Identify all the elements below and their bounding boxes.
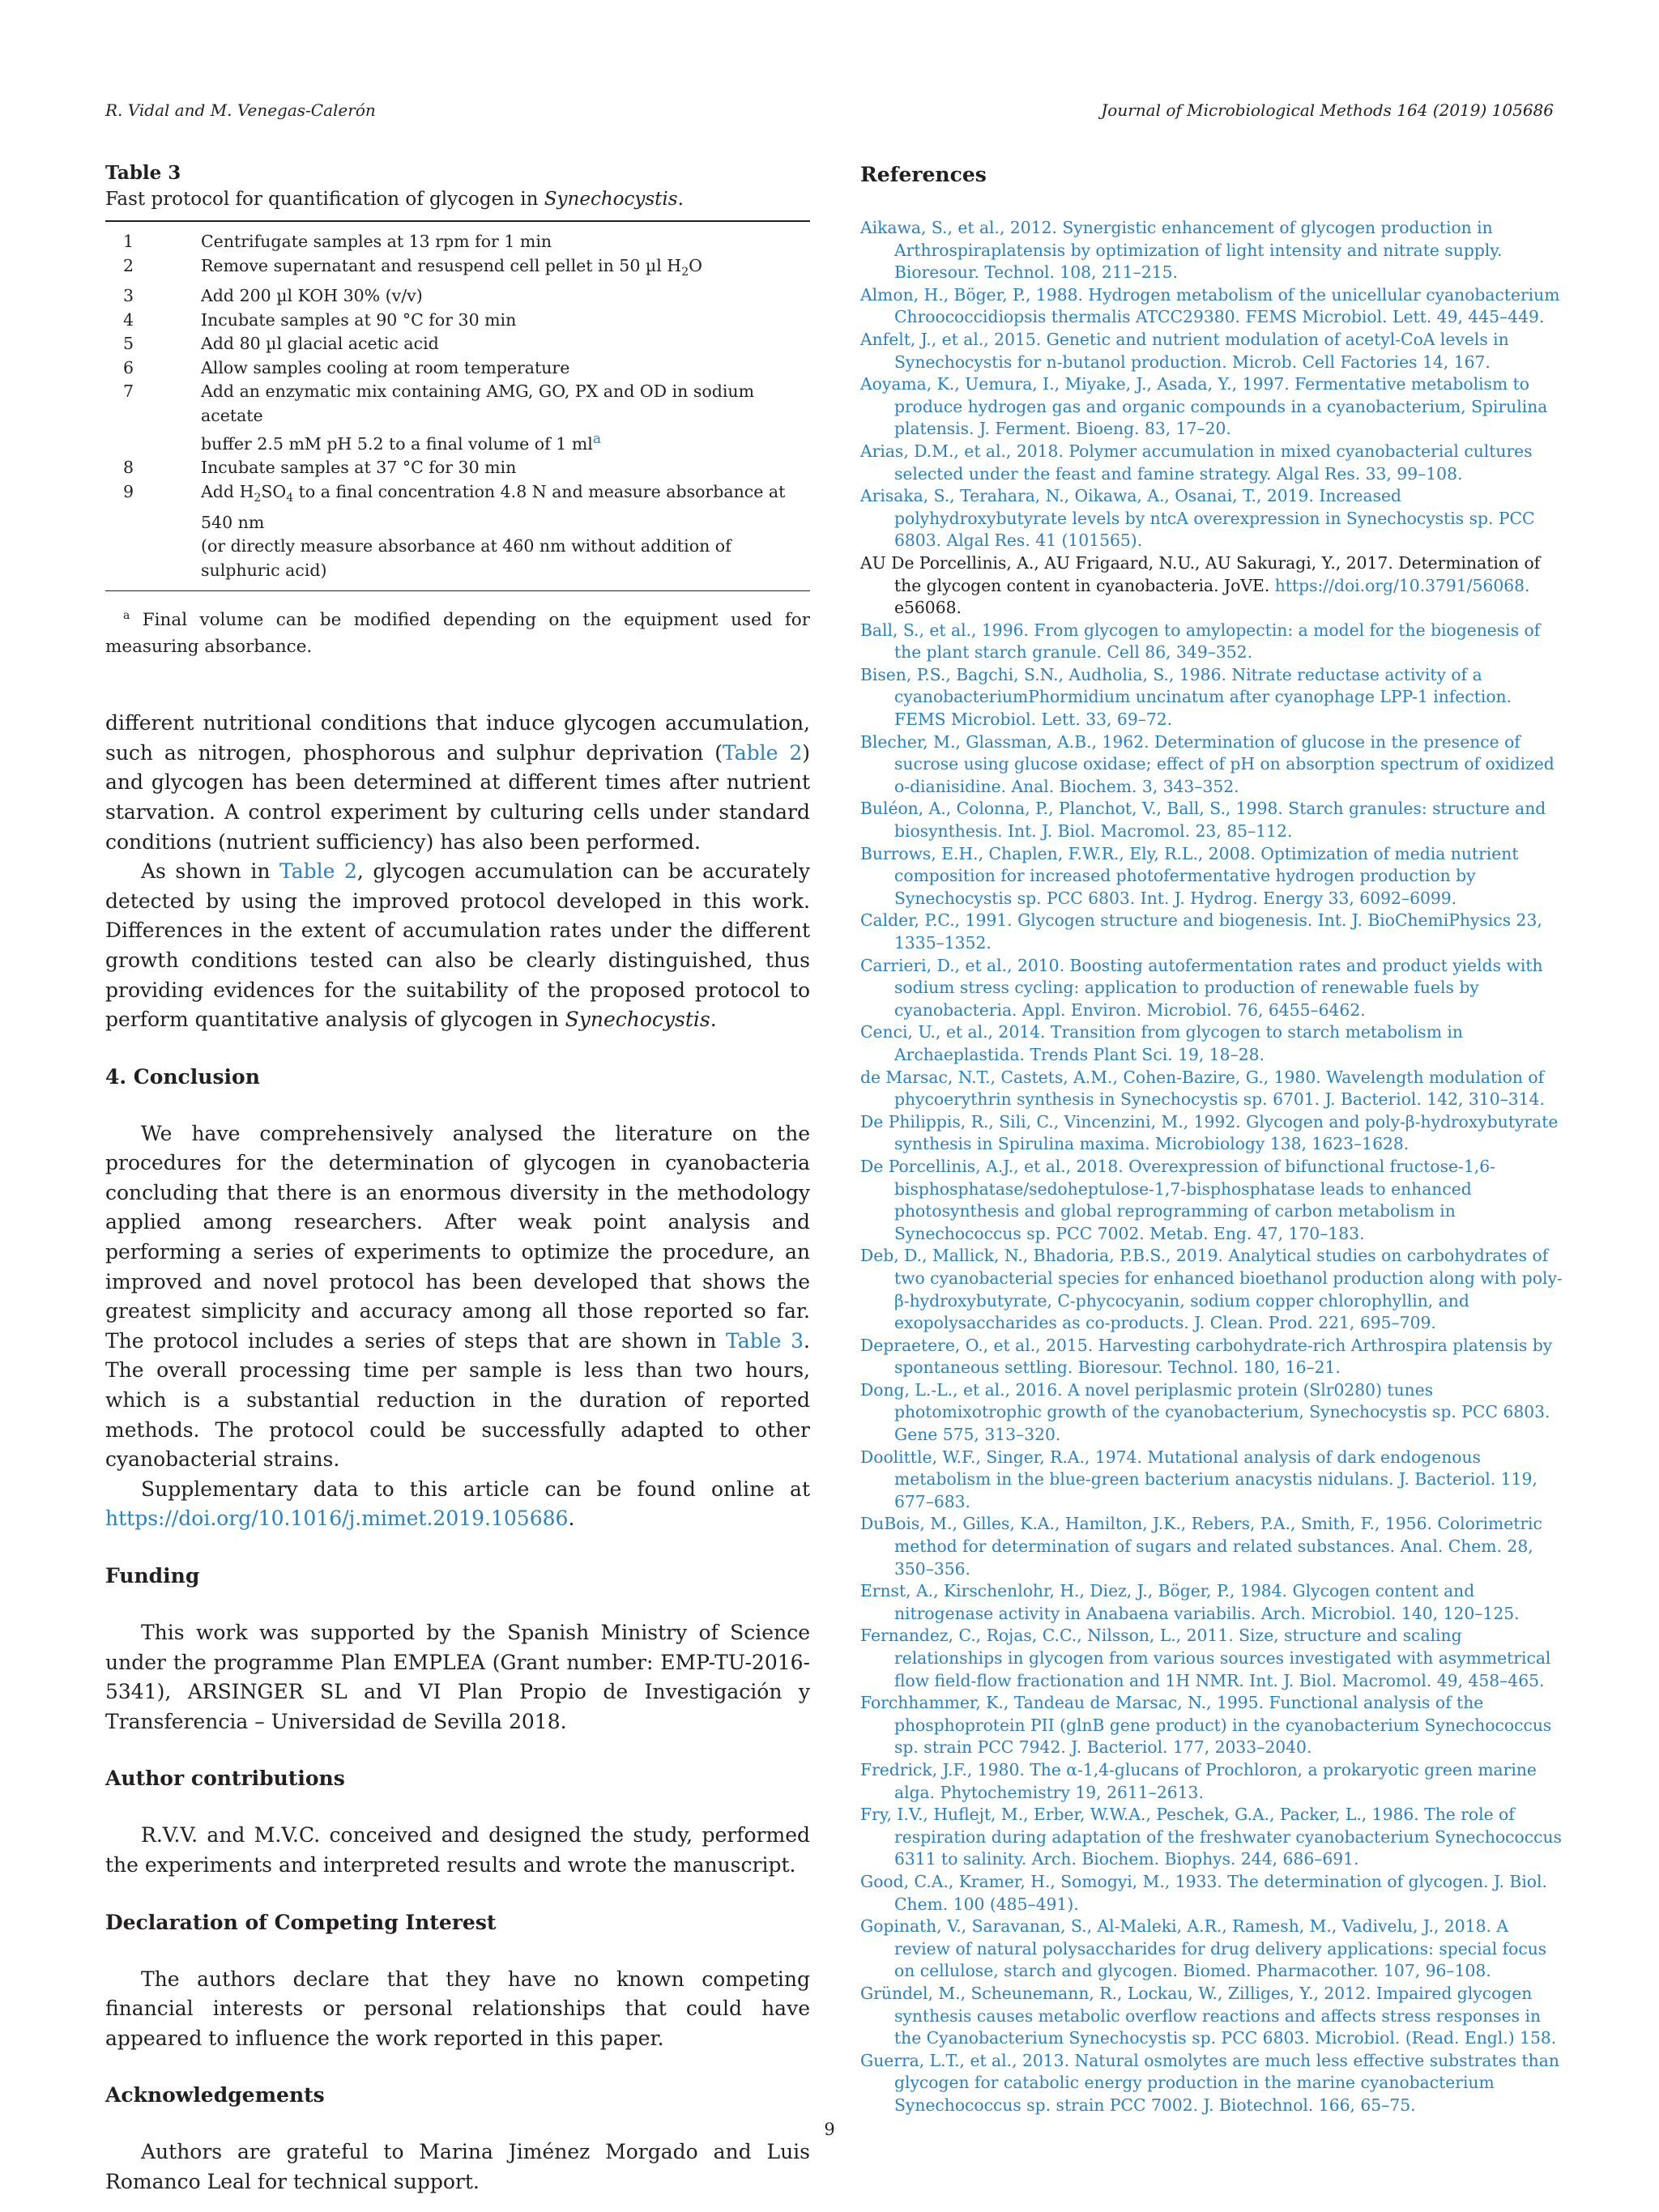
reference-item[interactable]: Carrieri, D., et al., 2010. Boosting autofermentation rates and product yields with sodium stress cycling: application to production of renewable fuels by cyanobacteria. Appl. Environ. Microbiol. 76, 6455–6462.: [860, 955, 1543, 1020]
running-header-authors: R. Vidal and M. Venegas-Calerón: [105, 100, 376, 120]
reference-item[interactable]: Gopinath, V., Saravanan, S., Al-Maleki, A.R., Ramesh, M., Vadivelu, J., 2018. A review of natural polysaccharides for drug delivery applications: special focus on cellulose, starch and glycogen. Biomed. Pharmacother. 107, 96–108.: [860, 1916, 1547, 1981]
table-row: 4 Incubate samples at 90 °C for 30 min: [123, 309, 517, 330]
table-3: [105, 160, 810, 660]
reference-item-au-de-porcellinis: AU De Porcellinis, A., AU Frigaard, N.U., AU Sakuragi, Y., 2017. Determination of the glycogen content in cyanobacteria. JoVE. https://doi.org/10.3791/56068. e56068.: [860, 552, 1541, 618]
table-row: 3 Add 200 µl KOH 30% (v/v): [123, 286, 423, 306]
supplementary-doi-link[interactable]: https://doi.org/10.1016/j.mimet.2019.105686: [105, 1507, 569, 1531]
funding-heading: Funding: [105, 1564, 200, 1588]
reference-item[interactable]: Dong, L.-L., et al., 2016. A novel periplasmic protein (Slr0280) tunes photomixotrophic growth of the cyanobacterium, Synechocystis sp. PCC 6803. Gene 575, 313–320.: [860, 1379, 1550, 1445]
reference-item[interactable]: Guerra, L.T., et al., 2013. Natural osmolytes are much less effective substrates than glycogen for catabolic energy production in the marine cyanobacterium Synechococcus sp. strain PCC 7002. J. Biotechnol. 166, 65–75.: [860, 2050, 1559, 2115]
paragraph-supplementary: Supplementary data to this article can be found online at https://doi.org/10.1016/j.mimet.2019.105686.: [105, 1477, 810, 1531]
reference-item[interactable]: Fry, I.V., Huflejt, M., Erber, W.W.A., Peschek, G.A., Packer, L., 1986. The role of respiration during adaptation of the freshwater cyanobacterium Synechococcus 6311 to salinity. Arch. Biochem. Biophys. 244, 686–691.: [860, 1805, 1562, 1869]
table-2-link[interactable]: Table 2: [722, 740, 803, 765]
reference-item[interactable]: Aikawa, S., et al., 2012. Synergistic enhancement of glycogen production in Arthrospiraplatensis by optimization of light intensity and nitrate supply. Bioresour. Technol. 108, 211–215.: [860, 218, 1503, 283]
paragraph-competing-interest: The authors declare that they have no known competing financial interests or personal relationships that could have appeared to influence the work reported in this paper.: [105, 1967, 810, 2050]
table-row: 5 Add 80 µl glacial acetic acid: [123, 334, 439, 354]
reference-item[interactable]: Fredrick, J.F., 1980. The α-1,4-glucans of Prochloron, a prokaryotic green marine alga. Phytochemistry 19, 2611–2613.: [860, 1759, 1537, 1802]
reference-item[interactable]: Cenci, U., et al., 2014. Transition from glycogen to starch metabolism in Archaeplastida. Trends Plant Sci. 19, 18–28.: [860, 1022, 1463, 1064]
table-top-rule: [105, 220, 810, 222]
reference-item[interactable]: Anfelt, J., et al., 2015. Genetic and nutrient modulation of acetyl-CoA levels in Synechocystis for n-butanol production. Microb. Cell Factories 14, 167.: [860, 329, 1509, 372]
reference-item[interactable]: Arisaka, S., Terahara, N., Oikawa, A., Osanai, T., 2019. Increased polyhydroxybutyrate levels by ntcA overexpression in Synechocystis sp. PCC 6803. Algal Res. 41 (101565).: [860, 486, 1535, 551]
table-row: 7 Add an enzymatic mix containing AMG, GO, PX and OD in sodium acetate buffer 2.5 mM pH 5.2 to a final volume of 1 $ml^a$: [123, 381, 755, 454]
table-row: 2 Remove supernatant and resuspend cell pellet in 50 µl $H_2O$: [123, 255, 702, 279]
table-caption: Fast protocol for quantification of glycogen in Synechocystis.: [105, 189, 684, 210]
protocol-table: [105, 230, 810, 582]
reference-item[interactable]: Depraetere, O., et al., 2015. Harvesting carbohydrate-rich Arthrospira platensis by spontaneous settling. Bioresour. Technol. 180, 16–21.: [860, 1335, 1553, 1378]
reference-item[interactable]: Fernandez, C., Rojas, C.C., Nilsson, L., 2011. Size, structure and scaling relationships in glycogen from various sources investigated with asymmetrical flow field-flow fractionation and 1H NMR. Int. J. Biol. Macromol. 49, 458–465.: [860, 1626, 1551, 1690]
table-row: 8 Incubate samples at 37 °C for 30 min: [123, 458, 517, 478]
footnote-ref-link[interactable]: a: [592, 431, 601, 448]
reference-item[interactable]: de Marsac, N.T., Castets, A.M., Cohen-Bazire, G., 1980. Wavelength modulation of phycoerythrin synthesis in Synechocystis sp. 6701. J. Bacteriol. 142, 310–314.: [860, 1067, 1545, 1110]
reference-list: [860, 217, 1565, 2116]
reference-item[interactable]: Good, C.A., Kramer, H., Somogyi, M., 1933. The determination of glycogen. J. Biol. Chem. 100 (485–491).: [860, 1871, 1547, 1914]
reference-item[interactable]: De Porcellinis, A.J., et al., 2018. Overexpression of bifunctional fructose-1,6-bisphosphatase/sedoheptulose-1,7-bisphosphatase leads to enhanced photosynthesis and global reprogramming of carbon metabolism in Synechococcus sp. PCC 7002. Metab. Eng. 47, 170–183.: [860, 1156, 1495, 1243]
reference-item[interactable]: Blecher, M., Glassman, A.B., 1962. Determination of glucose in the presence of sucrose using glucose oxidase; effect of pH on absorption spectrum of oxidized o-dianisidine. Anal. Biochem. 3, 343–352.: [860, 731, 1555, 796]
reference-item[interactable]: DuBois, M., Gilles, K.A., Hamilton, J.K., Rebers, P.A., Smith, F., 1956. Colorimetric method for determination of sugars and related substances. Anal. Chem. 28, 350–356.: [860, 1514, 1542, 1579]
reference-item[interactable]: Forchhammer, K., Tandeau de Marsac, N., 1995. Functional analysis of the phosphoprotein PII (glnB gene product) in the cyanobacterium Synechococcus sp. strain PCC 7942. J. Bacteriol. 177, 2033–2040.: [860, 1693, 1552, 1758]
reference-item[interactable]: Deb, D., Mallick, N., Bhadoria, P.B.S., 2019. Analytical studies on carbohydrates of two cyanobacterial species for enhanced bioethanol production along with poly-β-hydroxybutyrate, C-phycocyanin, sodium copper chlorophyllin, and exopolysaccharides as co-products. J. Clean. Prod. 221, 695–709.: [860, 1246, 1563, 1333]
reference-item[interactable]: Almon, H., Böger, P., 1988. Hydrogen metabolism of the unicellular cyanobacterium Chroococcidiopsis thermalis ATCC29380. FEMS Microbiol. Lett. 49, 445–449.: [860, 284, 1560, 327]
references-heading: References: [860, 163, 987, 186]
paragraph-funding: This work was supported by the Spanish Ministry of Science under the programme Plan EMPLEA (Grant number: EMP-TU-2016-5341), ARSINGER SL and VI Plan Propio de Investigación y Transferencia – Universidad de Sevilla 2018.: [105, 1621, 810, 1733]
running-header-journal: Journal of Microbiological Methods 164 (2019) 105686: [1101, 100, 1554, 120]
acknowledgements-heading: Acknowledgements: [105, 2083, 325, 2108]
competing-interest-heading: Declaration of Competing Interest: [105, 1910, 497, 1934]
reference-item[interactable]: Doolittle, W.F., Singer, R.A., 1974. Mutational analysis of dark endogenous metabolism in the blue-green bacterium anacystis nidulans. J. Bacteriol. 119, 677–683.: [860, 1447, 1537, 1511]
table-row: 1 Centrifugate samples at 13 rpm for 1 min: [123, 232, 552, 251]
reference-item[interactable]: Bisen, P.S., Bagchi, S.N., Audholia, S., 1986. Nitrate reductase activity of a cyanobacteriumPhormidium uncinatum after cyanophage LPP-1 infection. FEMS Microbiol. Lett. 33, 69–72.: [860, 664, 1512, 730]
right-column: [860, 160, 1565, 2116]
reference-item[interactable]: Arias, D.M., et al., 2018. Polymer accumulation in mixed cyanobacterial cultures selected under the feast and famine strategy. Algal Res. 33, 99–108.: [860, 441, 1533, 484]
reference-item[interactable]: Ball, S., et al., 1996. From glycogen to amylopectin: a model for the biogenesis of the plant starch granule. Cell 86, 349–352.: [860, 620, 1541, 663]
reference-item[interactable]: Aoyama, K., Uemura, I., Miyake, J., Asada, Y., 1997. Fermentative metabolism to produce hydrogen gas and organic compounds in a cyanobacterium, Spirulina platensis. J. Ferment. Bioeng. 83, 17–20.: [860, 374, 1548, 439]
contributions-heading: Author contributions: [105, 1767, 345, 1791]
table-row: 9 Add $H_2SO_4$ to a final concentration 4.8 N and measure absorbance at 540 nm (or directly measure absorbance at 460 nm without addition of sulphuric acid): [123, 481, 786, 580]
paragraph-acknowledgements: Authors are grateful to Marina Jiménez Morgado and Luis Romanco Leal for technical support.: [105, 2140, 810, 2193]
table-3-link[interactable]: Table 3: [726, 1328, 804, 1353]
paragraph-conclusion: We have comprehensively analysed the literature on the procedures for the determination of glycogen in cyanobacteria concluding that there is an enormous diversity in the methodology applied among researchers. After weak point analysis and performing a series of experiments to optimize the procedure, an improved and novel protocol has been developed that shows the greatest simplicity and accuracy among all those reported so far. The protocol includes a series of steps that are shown in Table 3. The overall processing time per sample is less than two hours, which is a substantial reduction in the duration of reported methods. The protocol could be successfully adapted to other cyanobacterial strains.: [105, 1121, 810, 1472]
paragraph-nutrition: different nutritional conditions that induce glycogen accumulation, such as nitrogen, phosphorous and sulphur deprivation (Table 2) and glycogen has been determined at different times after nutrient starvation. A control experiment by culturing cells under standard conditions (nutrient sufficiency) has also been performed.: [105, 711, 810, 854]
conclusion-heading: 4. Conclusion: [105, 1064, 260, 1089]
reference-item[interactable]: Burrows, E.H., Chaplen, F.W.R., Ely, R.L., 2008. Optimization of media nutrient composition for increased photofermentative hydrogen production by Synechocystis sp. PCC 6803. Int. J. Hydrog. Energy 33, 6092–6099.: [860, 843, 1519, 908]
page-number: 9: [824, 2120, 835, 2139]
jove-doi-link[interactable]: https://doi.org/10.3791/56068.: [1274, 575, 1530, 595]
reference-item[interactable]: De Philippis, R., Sili, C., Vincenzini, M., 1992. Glycogen and poly-β-hydroxybutyrate synthesis in Spirulina maxima. Microbiology 138, 1623–1628.: [860, 1111, 1559, 1154]
left-column: [105, 160, 810, 2197]
reference-item[interactable]: Calder, P.C., 1991. Glycogen structure and biogenesis. Int. J. BioChemiPhysics 23, 1335–1352.: [860, 910, 1542, 953]
table-bottom-rule: [105, 590, 810, 591]
reference-item[interactable]: Buléon, A., Colonna, P., Planchot, V., Ball, S., 1998. Starch granules: structure and biosynthesis. Int. J. Biol. Macromol. 23, 85–112.: [860, 799, 1546, 842]
table-footnote: $^a$ Final volume can be modified depending on the equipment used for measuring absorbance.: [105, 609, 810, 658]
table-2-link[interactable]: Table 2: [279, 859, 357, 884]
paragraph-results: As shown in Table 2, glycogen accumulation can be accurately detected by using the improved protocol developed in this work. Differences in the extent of accumulation rates under the different growth conditions tested can also be clearly distinguished, thus providing evidences for the suitability of the proposed protocol to perform quantitative analysis of glycogen in Synechocystis.: [105, 859, 811, 1032]
table-label: Table 3: [105, 162, 181, 184]
reference-item[interactable]: Gründel, M., Scheunemann, R., Lockau, W., Zilliges, Y., 2012. Impaired glycogen synthesis causes metabolic overflow reactions and affects stress responses in the Cyanobacterium Synechocystis sp. PCC 6803. Microbiol. (Read. Engl.) 158.: [860, 1983, 1557, 2048]
paragraph-contributions: R.V.V. and M.V.C. conceived and designed the study, performed the experiments and interpreted results and wrote the manuscript.: [105, 1823, 810, 1877]
reference-item[interactable]: Ernst, A., Kirschenlohr, H., Diez, J., Böger, P., 1984. Glycogen content and nitrogenase activity in Anabaena variabilis. Arch. Microbiol. 140, 120–125.: [860, 1581, 1520, 1623]
table-row: 6 Allow samples cooling at room temperature: [123, 357, 570, 377]
